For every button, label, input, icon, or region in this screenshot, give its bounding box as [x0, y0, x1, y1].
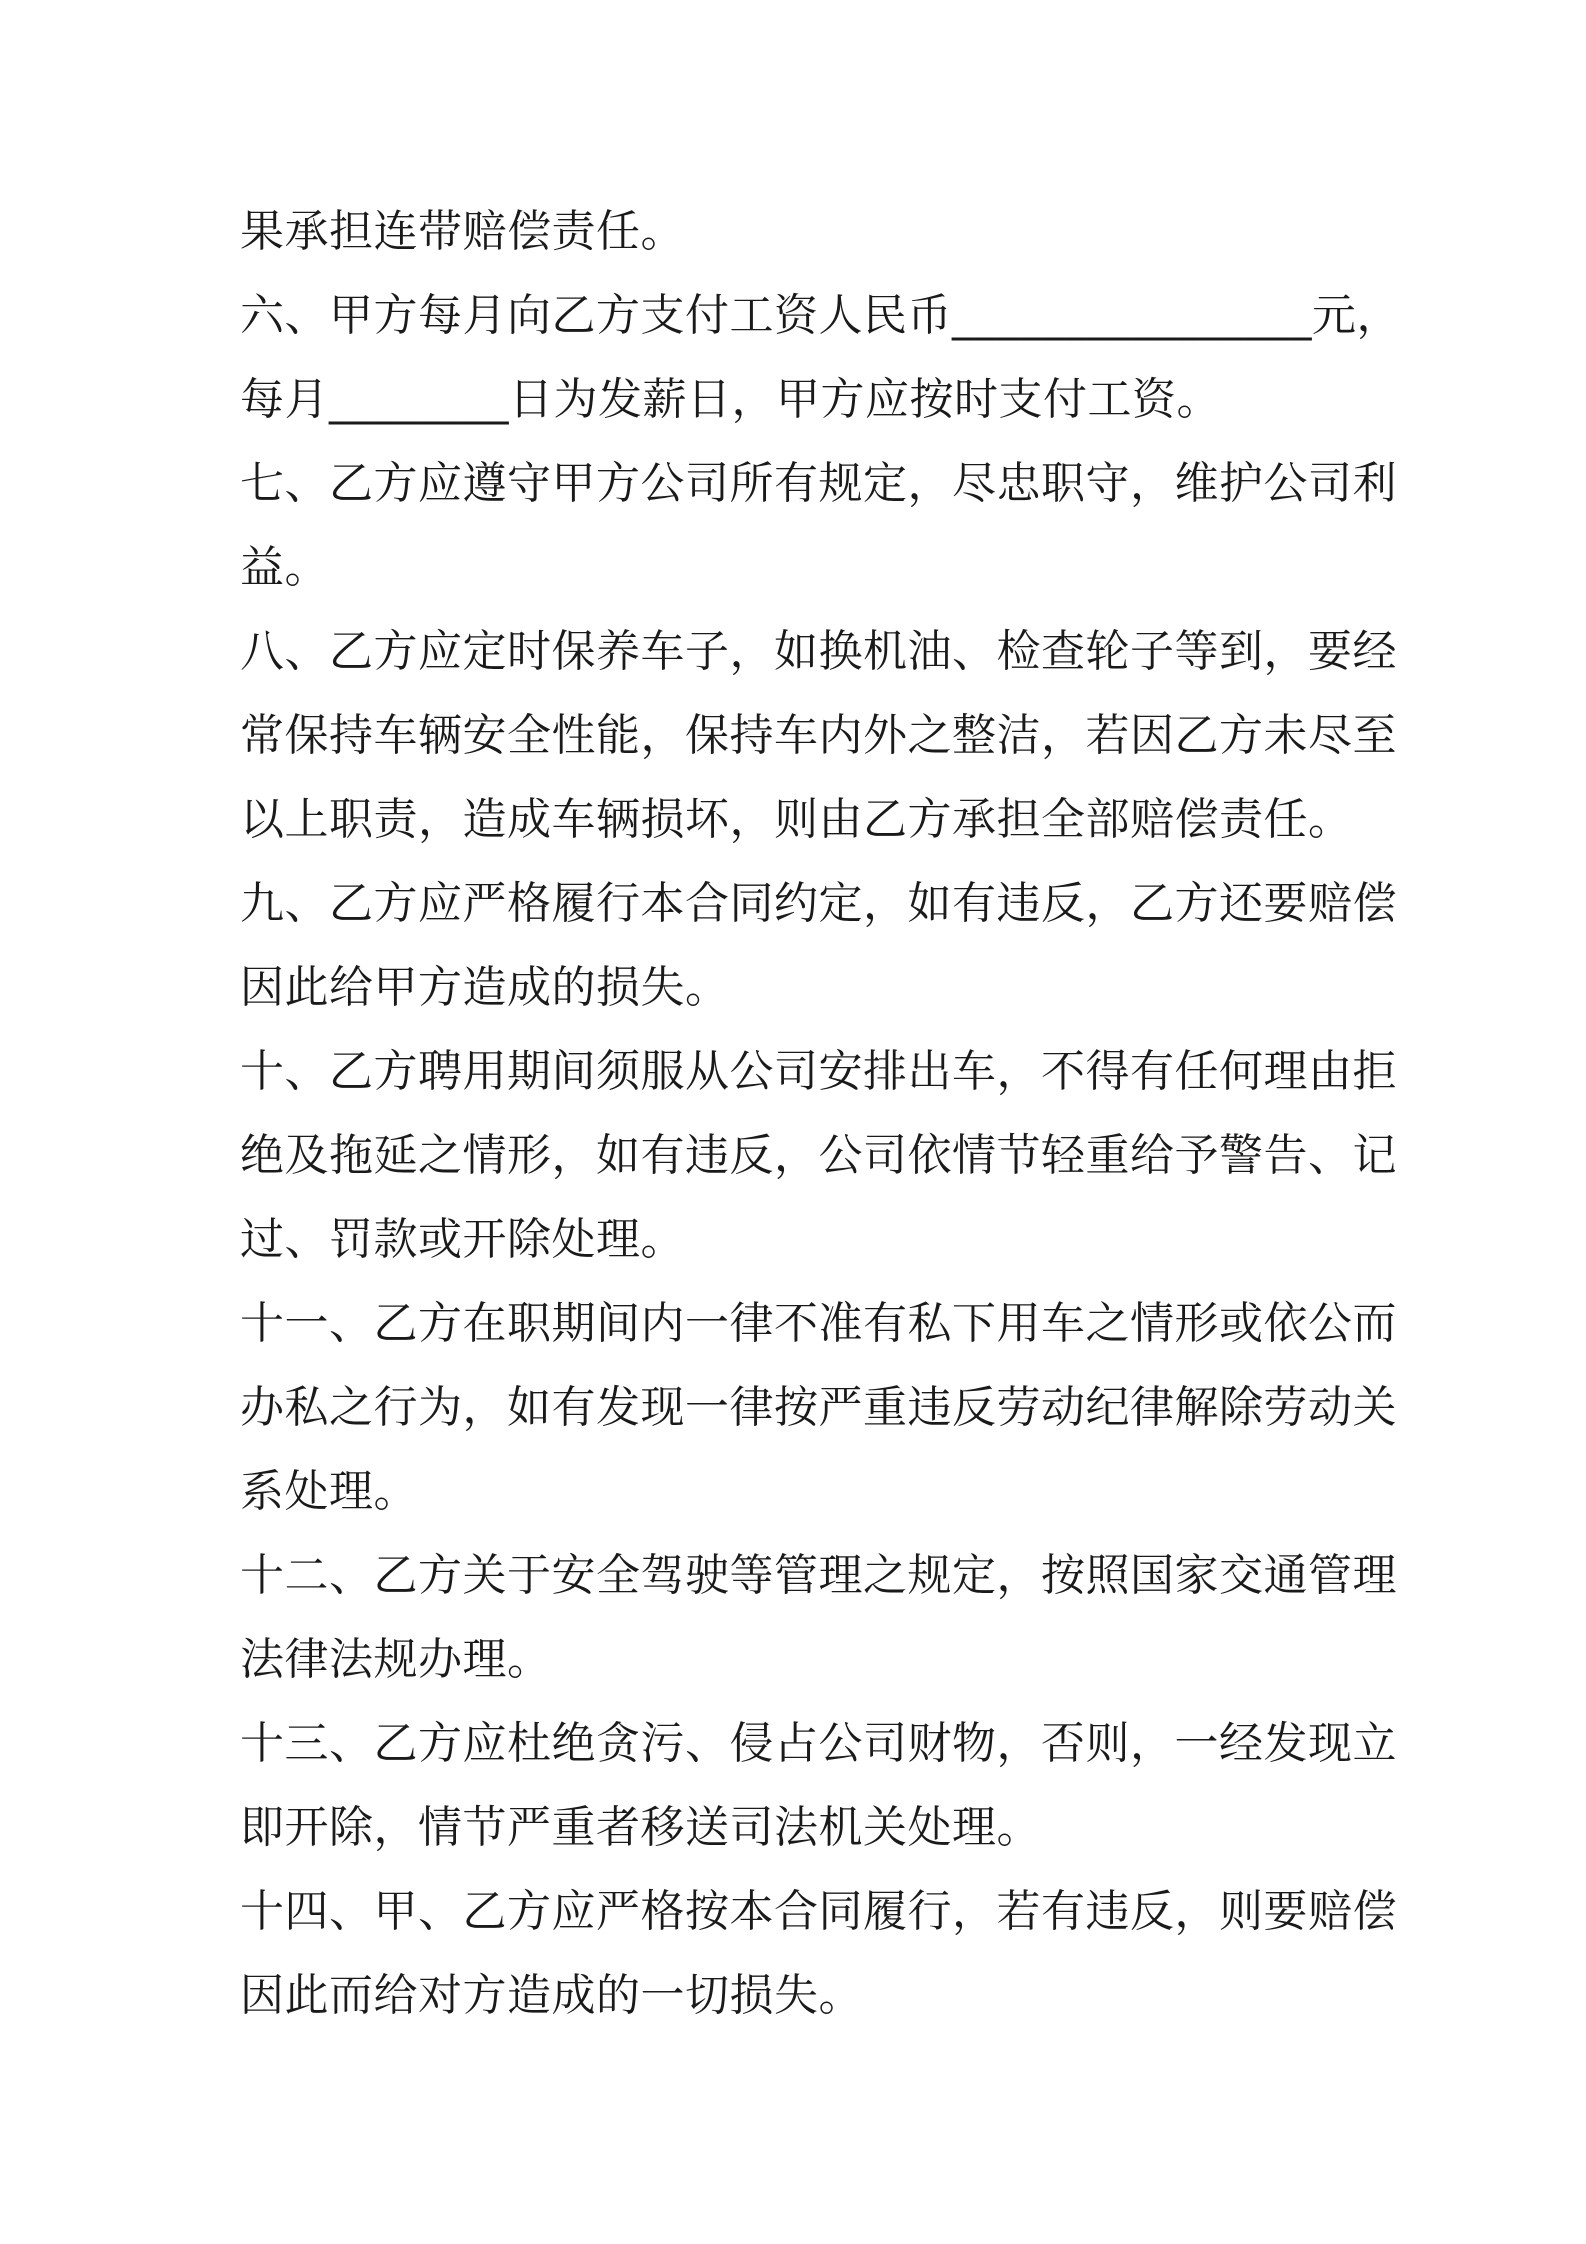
- contract-text: [240, 190, 1401, 2038]
- text-line: 过、罚款或开除处理。: [240, 1214, 685, 1265]
- text-line: 因此给甲方造成的损失。: [240, 962, 730, 1013]
- text-line: 六、甲方每月向乙方支付工资人民币________________元，: [240, 290, 1401, 341]
- text-line: 即开除，情节严重者移送司法机关处理。: [240, 1802, 1041, 1853]
- text-line: 十二、乙方关于安全驾驶等管理之规定，按照国家交通管理: [240, 1550, 1397, 1601]
- text-line: 十四、甲、乙方应严格按本合同履行，若有违反，则要赔偿: [240, 1886, 1397, 1937]
- text-line: 因此而给对方造成的一切损失。: [240, 1970, 863, 2021]
- text-line: 益。: [240, 542, 329, 593]
- text-line: 十一、乙方在职期间内一律不准有私下用车之情形或依公而: [240, 1298, 1397, 1349]
- text-line: 绝及拖延之情形，如有违反，公司依情节轻重给予警告、记: [240, 1130, 1397, 1181]
- text-line: 十三、乙方应杜绝贪污、侵占公司财物，否则，一经发现立: [240, 1718, 1397, 1769]
- text-line: 以上职责，造成车辆损坏，则由乙方承担全部赔偿责任。: [240, 794, 1353, 845]
- text-line: 每月________日为发薪日，甲方应按时支付工资。: [240, 374, 1221, 425]
- text-line: 十、乙方聘用期间须服从公司安排出车，不得有任何理由拒: [240, 1046, 1397, 1097]
- text-line: 常保持车辆安全性能，保持车内外之整洁，若因乙方未尽至: [240, 710, 1397, 761]
- text-line: 果承担连带赔偿责任。: [240, 206, 685, 257]
- text-line: 七、乙方应遵守甲方公司所有规定，尽忠职守，维护公司利: [240, 458, 1397, 509]
- text-line: 办私之行为，如有发现一律按严重违反劳动纪律解除劳动关: [240, 1382, 1397, 1433]
- text-line: 九、乙方应严格履行本合同约定，如有违反，乙方还要赔偿: [240, 878, 1397, 929]
- text-line: 八、乙方应定时保养车子，如换机油、检查轮子等到，要经: [240, 626, 1397, 677]
- text-line: 系处理。: [240, 1466, 418, 1517]
- text-line: 法律法规办理。: [240, 1634, 552, 1685]
